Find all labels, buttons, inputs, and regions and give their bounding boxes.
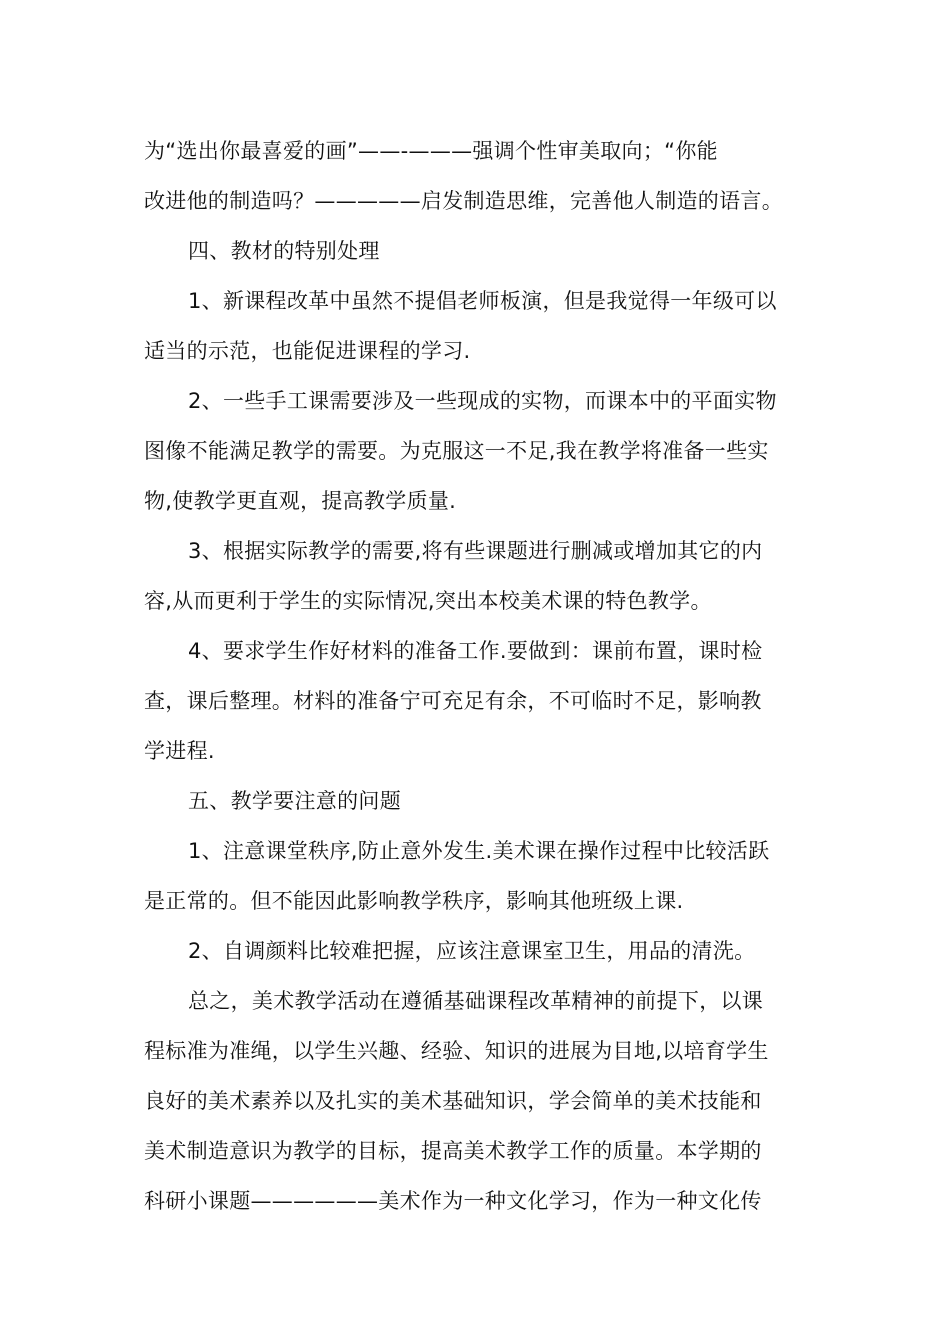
- text-line: 物,使教学更直观，提高教学质量.: [144, 489, 457, 513]
- text-line: 1、新课程改革中虽然不提倡老师板演，但是我觉得一年级可以: [188, 289, 777, 313]
- text-line: 适当的示范，也能促进课程的学习.: [144, 339, 471, 363]
- text-line: 2、自调颜料比较难把握，应该注意课室卫生，用品的清洗。: [188, 939, 756, 963]
- text-line: 2、一些手工课需要涉及一些现成的实物，而课本中的平面实物: [188, 389, 777, 413]
- text-line: 良好的美术素养以及扎实的美术基础知识，学会简单的美术技能和: [144, 1089, 762, 1113]
- text-line: 容,从而更利于学生的实际情况,突出本校美术课的特色教学。: [144, 589, 712, 613]
- text-line: 为“选出你最喜爱的画”——-———强调个性审美取向；“你能: [144, 139, 718, 163]
- text-line: 美术制造意识为教学的目标，提高美术教学工作的质量。本学期的: [144, 1139, 762, 1163]
- text-line: 图像不能满足教学的需要。为克服这一不足,我在教学将准备一些实: [144, 439, 769, 463]
- text-line: 总之，美术教学活动在遵循基础课程改革精神的前提下，以课: [188, 989, 764, 1013]
- text-line: 查，课后整理。材料的准备宁可充足有余，不可临时不足，影响教: [144, 689, 762, 713]
- text-line: 4、要求学生作好材料的准备工作.要做到：课前布置，课时检: [188, 639, 763, 663]
- text-line: 3、根据实际教学的需要,将有些课题进行删减或增加其它的内: [188, 539, 763, 563]
- text-line: 改进他的制造吗？—————启发制造思维，完善他人制造的语言。: [144, 189, 783, 213]
- text-line: 程标准为准绳，以学生兴趣、经验、知识的进展为目地,以培育学生: [144, 1039, 769, 1063]
- text-line: 是正常的。但不能因此影响教学秩序，影响其他班级上课.: [144, 889, 684, 913]
- text-line: 科研小课题——————美术作为一种文化学习，作为一种文化传: [144, 1189, 762, 1213]
- section-heading: 四、教材的特别处理: [188, 239, 380, 263]
- text-line: 学进程.: [144, 739, 215, 763]
- section-heading: 五、教学要注意的问题: [188, 789, 401, 813]
- text-line: 1、注意课堂秩序,防止意外发生.美术课在操作过程中比较活跃: [188, 839, 770, 863]
